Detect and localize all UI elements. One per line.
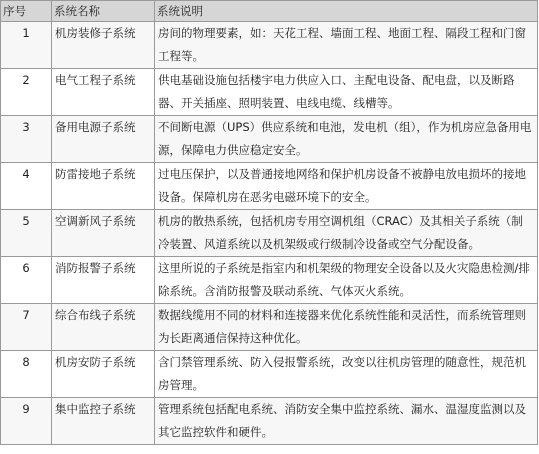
table-body [1,22,538,445]
row-name: 集中监控子系统 [52,398,155,445]
row-name: 电气工程子系统 [52,69,155,116]
table-row [1,22,538,69]
row-index: 6 [1,257,52,304]
row-index: 9 [1,398,52,445]
table-header-row [1,1,538,22]
row-index: 8 [1,351,52,398]
row-index: 5 [1,210,52,257]
table-row [1,351,538,398]
table-row [1,304,538,351]
row-description: 数据线缆用不同的材料和连接器来优化系统性能和灵活性，而系统管理则为长距离通信保持这种优化。 [155,304,538,351]
row-name: 机房装修子系统 [52,22,155,69]
table-row [1,398,538,445]
table-row [1,210,538,257]
table-row [1,69,538,116]
row-name: 防雷接地子系统 [52,163,155,210]
row-index: 7 [1,304,52,351]
header-description: 系统说明 [155,1,538,22]
table-row [1,163,538,210]
header-name: 系统名称 [52,1,155,22]
row-index: 1 [1,22,52,69]
row-description: 这里所说的子系统是指室内和机架级的物理安全设备以及火灾隐患检测/排除系统。含消防报警及联动系统、气体灭火系统。 [155,257,538,304]
row-index: 3 [1,116,52,163]
row-description: 含门禁管理系统、防入侵报警系统，改变以往机房管理的随意性，规范机房管理。 [155,351,538,398]
table-row [1,257,538,304]
row-index: 4 [1,163,52,210]
row-description: 管理系统包括配电系统、消防安全集中监控系统、漏水、温湿度监测以及其它监控软件和硬件。 [155,398,538,445]
row-name: 综合布线子系统 [52,304,155,351]
row-name: 空调新风子系统 [52,210,155,257]
row-name: 机房安防子系统 [52,351,155,398]
row-name: 备用电源子系统 [52,116,155,163]
table-row [1,116,538,163]
row-description: 不间断电源（UPS）供应系统和电池，发电机（组），作为机房应急备用电源，保障电力供应稳定安全。 [155,116,538,163]
header-index: 序号 [1,1,52,22]
row-description: 过电压保护，以及普通接地网络和保护机房设备不被静电放电损坏的接地设备。保障机房在恶劣电磁环境下的安全。 [155,163,538,210]
row-name: 消防报警子系统 [52,257,155,304]
row-index: 2 [1,69,52,116]
row-description: 房间的物理要素，如：天花工程、墙面工程、地面工程、隔段工程和门窗工程等。 [155,22,538,69]
row-description: 供电基础设施包括楼宇电力供应入口、主配电设备、配电盘，以及断路器、开关插座、照明装置、电线电缆、线槽等。 [155,69,538,116]
row-description: 机房的散热系统，包括机房专用空调机组（CRAC）及其相关子系统（制冷装置、风道系统以及机架级或行级制冷设备或空气分配设备。 [155,210,538,257]
